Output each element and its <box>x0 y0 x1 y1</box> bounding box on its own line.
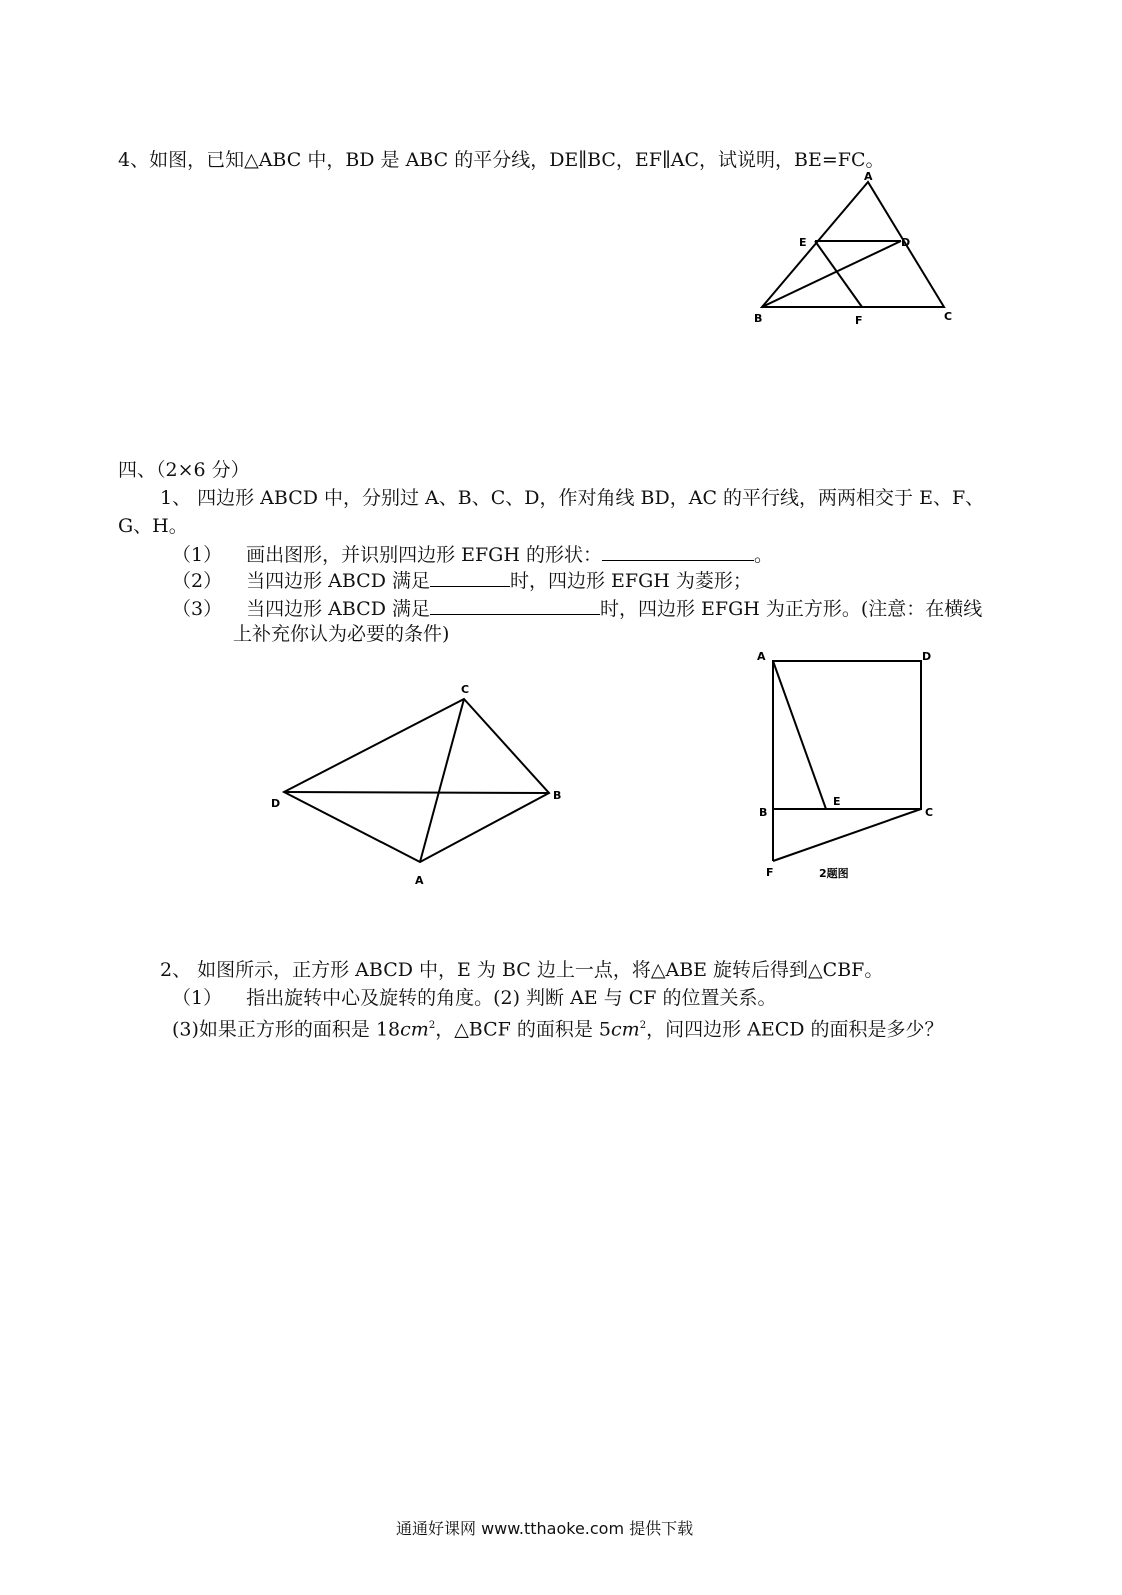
problem-2-number: （1） <box>172 987 223 1009</box>
sub-question-1-text: 画出图形，并识别四边形 EFGH 的形状： <box>246 544 602 566</box>
unit-exponent-1: 2 <box>428 1020 436 1031</box>
square-label-e: E <box>833 795 841 808</box>
label-e: E <box>799 236 807 249</box>
kite-label-c: C <box>461 683 470 696</box>
problem-2-part-3b: ，△BCF 的面积是 5 <box>435 1018 612 1041</box>
label-c: C <box>944 310 953 323</box>
kite-label-a: A <box>415 874 424 887</box>
diagonal-ca <box>420 699 464 862</box>
answer-blank-2[interactable] <box>430 568 510 587</box>
sub-question-1-end: 。 <box>753 544 773 566</box>
label-b: B <box>754 312 763 325</box>
problem-2-line-3 <box>172 1014 944 1041</box>
kite-label-d: D <box>271 797 281 810</box>
label-d: D <box>901 236 911 249</box>
label-f: F <box>855 314 863 327</box>
sub-question-3 <box>172 596 982 621</box>
problem-2-line-1: 2、 如图所示，正方形 ABCD 中，E 为 BC 边上一点，将△ABE 旋转后得到△CBF。 <box>160 959 884 981</box>
unit-exponent-2: 2 <box>639 1020 647 1031</box>
segment-ef <box>815 241 862 307</box>
problem-2-line-2-text: 指出旋转中心及旋转的角度。(2) 判断 AE 与 CF 的位置关系。 <box>246 987 777 1009</box>
square-abcd <box>773 661 921 809</box>
kite-label-b: B <box>553 789 562 802</box>
segment-ae <box>773 661 826 809</box>
triangle-abc <box>762 182 944 307</box>
problem-2-line-2 <box>172 986 777 1010</box>
sub-question-2-end: 时，四边形 EFGH 为菱形； <box>509 570 752 592</box>
label-a: A <box>864 170 873 183</box>
square-label-b: B <box>759 806 768 819</box>
segment-fc <box>773 809 921 861</box>
problem-1-line-2: G、H。 <box>118 515 188 537</box>
sub-question-3-number: （3） <box>172 598 223 620</box>
square-figure-caption: 2题图 <box>819 867 849 880</box>
sub-question-1 <box>172 542 773 567</box>
diagonal-db <box>284 792 549 793</box>
sub-question-2-number: （2） <box>172 570 223 592</box>
quadrilateral-abcd <box>284 699 549 862</box>
sub-question-3-end: 时，四边形 EFGH 为正方形。(注意：在横线 <box>599 598 983 620</box>
sub-question-3-text: 当四边形 ABCD 满足 <box>246 598 430 620</box>
quadrilateral-figure <box>262 680 572 890</box>
square-label-d: D <box>922 650 932 663</box>
problem-2-part-3c: ，问四边形 AECD 的面积是多少？ <box>646 1018 944 1041</box>
square-label-c: C <box>925 806 934 819</box>
answer-blank-1[interactable] <box>602 542 754 561</box>
square-label-f: F <box>766 866 774 879</box>
sub-question-1-number: （1） <box>172 544 223 566</box>
segment-bd <box>762 241 901 307</box>
triangle-figure <box>740 170 970 330</box>
problem-2-part-3a: (3)如果正方形的面积是 18 <box>172 1018 401 1041</box>
question-4-text: 4、如图，已知△ABC 中，BD 是 ABC 的平分线，DE∥BC，EF∥AC，试说明，BE=FC。 <box>118 149 885 171</box>
page-footer: 通通好课网 www.tthaoke.com 提供下载 <box>396 1519 694 1538</box>
unit-cm-1: cm <box>400 1018 429 1041</box>
sub-question-3-continued: 上补充你认为必要的条件) <box>233 623 450 645</box>
answer-blank-3[interactable] <box>430 596 600 615</box>
square-label-a: A <box>757 650 766 663</box>
problem-1-line-1: 1、 四边形 ABCD 中，分别过 A、B、C、D，作对角线 BD，AC 的平行线，两两相交于 E、F、 <box>160 487 985 509</box>
square-figure <box>752 645 952 890</box>
sub-question-2-text: 当四边形 ABCD 满足 <box>246 570 430 592</box>
unit-cm-2: cm <box>611 1018 640 1041</box>
sub-question-2 <box>172 568 752 593</box>
section-heading: 四、（2×6 分） <box>118 459 250 481</box>
